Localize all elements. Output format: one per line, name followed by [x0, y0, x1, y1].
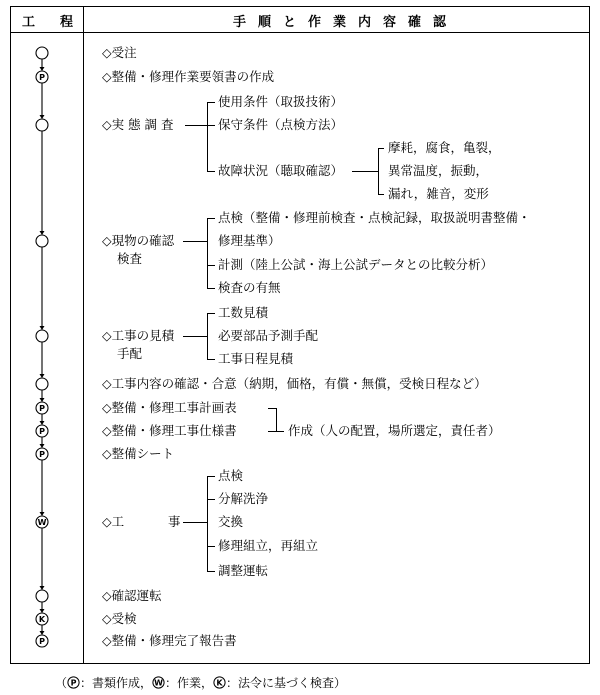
work-item: 分解洗浄: [218, 491, 269, 506]
fault-item: 摩耗，腐食，亀裂，: [388, 140, 501, 155]
flow-arrow: [40, 231, 45, 235]
flow-node-circle: [36, 47, 48, 59]
work-bracket: [207, 476, 208, 571]
legend-p-symbol: P: [70, 678, 77, 688]
survey-tick: [207, 102, 215, 103]
legend-w-text: ：作業，: [165, 676, 214, 690]
fault-item: 漏れ，雑音，変形: [388, 186, 489, 201]
legend-open: （: [55, 676, 68, 690]
step-agreement: ◇工事内容の確認・合意（納期，価格，有償・無償，受検日程など）: [102, 376, 487, 391]
survey-tick: [207, 125, 215, 126]
fault-item: 異常温度，振動，: [388, 163, 489, 178]
flow-arrow: [40, 609, 45, 613]
step-completion-report: ◇整備・修理完了報告書: [102, 633, 237, 648]
step-construction: ◇工: [102, 514, 125, 529]
survey-fault-status: 故障状況（聴取確認）: [218, 163, 344, 178]
survey-connector: [185, 125, 207, 126]
flow-arrow: [40, 586, 45, 590]
flow-node-circle: [36, 119, 48, 131]
estimate-bracket: [207, 313, 208, 359]
step-estimate-sub: 手配: [117, 346, 143, 361]
flow-node-circle: [36, 330, 48, 342]
inspection-symbol-icon: [213, 676, 226, 689]
flow-arrow: [40, 374, 45, 378]
fault-tick: [378, 194, 384, 195]
flow-arrow: [40, 326, 45, 330]
step-acceptance-inspection: ◇受検: [102, 611, 137, 626]
work-connector: [183, 522, 207, 523]
step-order-receipt: ◇受注: [102, 45, 137, 60]
legend-k-symbol: K: [216, 678, 223, 688]
step-physical-check: ◇現物の確認: [102, 233, 175, 248]
fault-connector: [352, 171, 378, 172]
flow-node-symbol: P: [39, 404, 45, 413]
plan-bracket: [276, 408, 277, 431]
flow-arrow: [40, 512, 45, 516]
flow-arrow: [40, 421, 45, 425]
inspect-check: 点検（整備・修理前検査・点検記録，取扱説明書整備・: [218, 210, 531, 225]
legend-p-text: ：書類作成，: [80, 676, 153, 690]
survey-bracket: [207, 102, 208, 171]
step-work-plan: ◇整備・修理工事計画表: [102, 400, 237, 415]
work-tick: [207, 546, 215, 547]
fault-tick: [378, 148, 384, 149]
legend: [55, 674, 346, 691]
fault-bracket: [378, 148, 379, 194]
legend-k-text: ：法令に基づく検査）: [226, 676, 347, 690]
flow-arrow: [40, 631, 45, 635]
inspect-tick: [207, 265, 215, 266]
flow-node-symbol: P: [39, 427, 45, 436]
work-tick: [207, 571, 215, 572]
step-field-survey: ◇実 態 調 査: [102, 117, 174, 132]
flow-node-symbol: P: [39, 73, 45, 82]
legend-w-symbol: W: [154, 678, 163, 688]
estimate-item: 必要部品予測手配: [218, 328, 319, 343]
flow-arrow: [40, 444, 45, 448]
flow-node-symbol: P: [39, 637, 45, 646]
flow-node-circle: [36, 235, 48, 247]
inspect-check-cont: 修理基準）: [218, 233, 281, 248]
estimate-item: 工事日程見積: [218, 351, 294, 366]
survey-maintenance-conditions: 保守条件（点検方法）: [218, 117, 344, 132]
header-content: 手順と作業内容確認: [233, 15, 459, 30]
flow-node-symbol: W: [37, 518, 47, 527]
plan-connector: [268, 431, 284, 432]
step-construction-tail: 事: [168, 514, 181, 529]
inspect-connector: [183, 241, 207, 242]
step-physical-check-sub: 検査: [117, 251, 143, 266]
work-item: 修理組立，再組立: [218, 538, 319, 553]
flow-node-circle: [36, 378, 48, 390]
flow-node-symbol: P: [39, 450, 45, 459]
work-symbol-icon: [152, 676, 165, 689]
estimate-tick: [207, 359, 215, 360]
step-manual-creation: ◇整備・修理作業要領書の作成: [102, 69, 275, 84]
document-symbol-icon: [67, 676, 80, 689]
inspect-measure: 計測（陸上公試・海上公試データとの比較分析）: [218, 257, 494, 272]
estimate-connector: [183, 336, 207, 337]
flow-arrow: [40, 115, 45, 119]
estimate-item: 工数見積: [218, 305, 269, 320]
plan-create: 作成（人の配置，場所選定，責任者）: [288, 423, 501, 438]
work-item: 点検: [218, 468, 244, 483]
work-tick: [207, 499, 215, 500]
flow-node-symbol: K: [38, 615, 46, 624]
inspect-tick: [207, 288, 215, 289]
step-estimate: ◇工事の見積: [102, 328, 175, 343]
estimate-tick: [207, 313, 215, 314]
inspect-bracket: [207, 218, 208, 288]
plan-tick: [268, 408, 276, 409]
step-test-run: ◇確認運転: [102, 588, 162, 603]
work-tick: [207, 476, 215, 477]
work-item: 交換: [218, 514, 244, 529]
survey-use-conditions: 使用条件（取扱技術）: [218, 94, 344, 109]
inspect-tick: [207, 218, 215, 219]
flow-arrow: [40, 398, 45, 402]
inspect-exam: 検査の有無: [218, 280, 281, 295]
work-item: 調整運転: [218, 563, 269, 578]
header-process: 工 程: [22, 15, 80, 30]
step-maintenance-sheet: ◇整備シート: [102, 446, 175, 461]
step-work-spec: ◇整備・修理工事仕様書: [102, 423, 237, 438]
survey-tick: [207, 171, 215, 172]
flow-arrow: [40, 67, 45, 71]
flow-node-circle: [36, 590, 48, 602]
